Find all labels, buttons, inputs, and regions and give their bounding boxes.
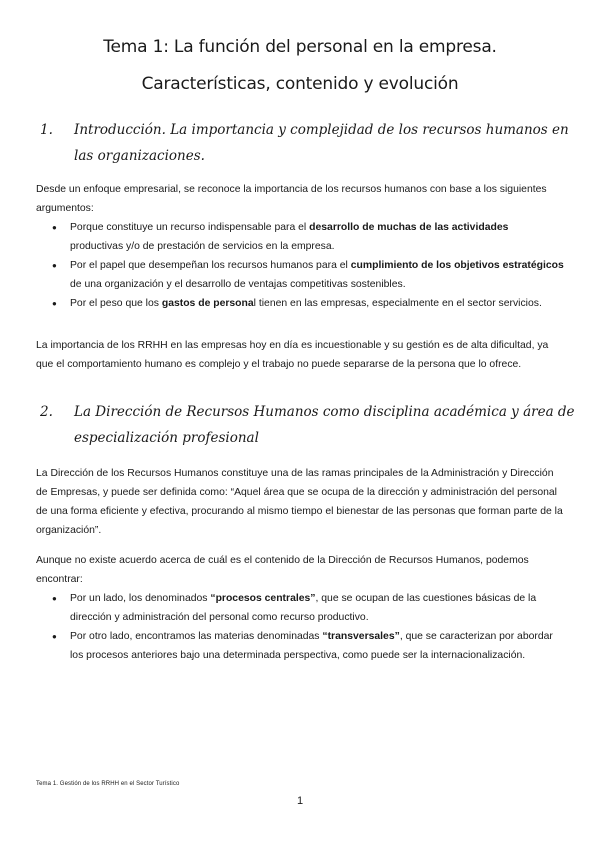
document-title-line-1: Tema 1: La función del personal en la empresa. [103,37,497,57]
list-item: ● Por el peso que los gastos de personal tienen en las empresas, especialmente en el sector servicios. [36,294,564,313]
list-item: ● Por el papel que desempeñan los recursos humanos para el cumplimiento de los objetivos estratégicos de una organización y el desarrollo de ventajas competitivas sostenibles. [36,256,564,294]
section-2-number: 2. [40,404,53,420]
section-1-closing: La importancia de los RRHH en las empresas hoy en día es incuestionable y su gestión es de alta dificultad, ya que el comportamiento humano es complejo y el trabajo no puede separarse de la persona que lo ofrece. [36,340,549,370]
section-1-body [36,180,564,313]
list-item: ● Por otro lado, encontramos las materias denominadas “transversales”, que se caracterizan por abordar los procesos anteriores bajo una determinada perspectiva, como puede ser la internacionalización. [36,627,564,665]
section-1-heading [40,117,580,169]
list-item: ● Por un lado, los denominados “procesos centrales”, que se ocupan de las cuestiones básicas de la dirección y administración del personal como recurso productivo. [36,589,564,627]
section-1-bullet-list [36,218,564,313]
page-number: 1 [296,795,304,807]
list-item: ● Porque constituye un recurso indispensable para el desarrollo de muchas de las actividades productivas y/o de prestación de servicios en la empresa. [36,218,564,256]
page-footer: Tema 1. Gestión de los RRHH en el Sector Turístico [36,781,180,787]
document-title-line-2: Características, contenido y evolución [141,74,459,94]
section-1-heading-text: Introducción. La importancia y complejidad de los recursos humanos en las organizaciones. [74,122,569,164]
section-2-heading-text: La Dirección de Recursos Humanos como disciplina académica y área de especialización profesional [74,404,575,446]
section-2-body [36,551,564,665]
section-2-heading [40,399,580,451]
section-2-bullet-list [36,589,564,665]
section-2-paragraph-1: La Dirección de los Recursos Humanos constituye una de las ramas principales de la Administración y Dirección de Empresas, y puede ser definida como: “Aquel área que se ocupa de la dirección y administración del personal de una forma eficiente y efectiva, procurando al mismo tiempo el bienestar de las personas que forman parte de la organización”. [36,468,563,536]
section-1-intro: Desde un enfoque empresarial, se reconoce la importancia de los recursos humanos con base a los siguientes argumentos: [36,184,547,214]
section-2-paragraph-2: Aunque no existe acuerdo acerca de cuál es el contenido de la Dirección de Recursos Humanos, podemos encontrar: [36,555,529,585]
section-1-number: 1. [40,122,53,138]
